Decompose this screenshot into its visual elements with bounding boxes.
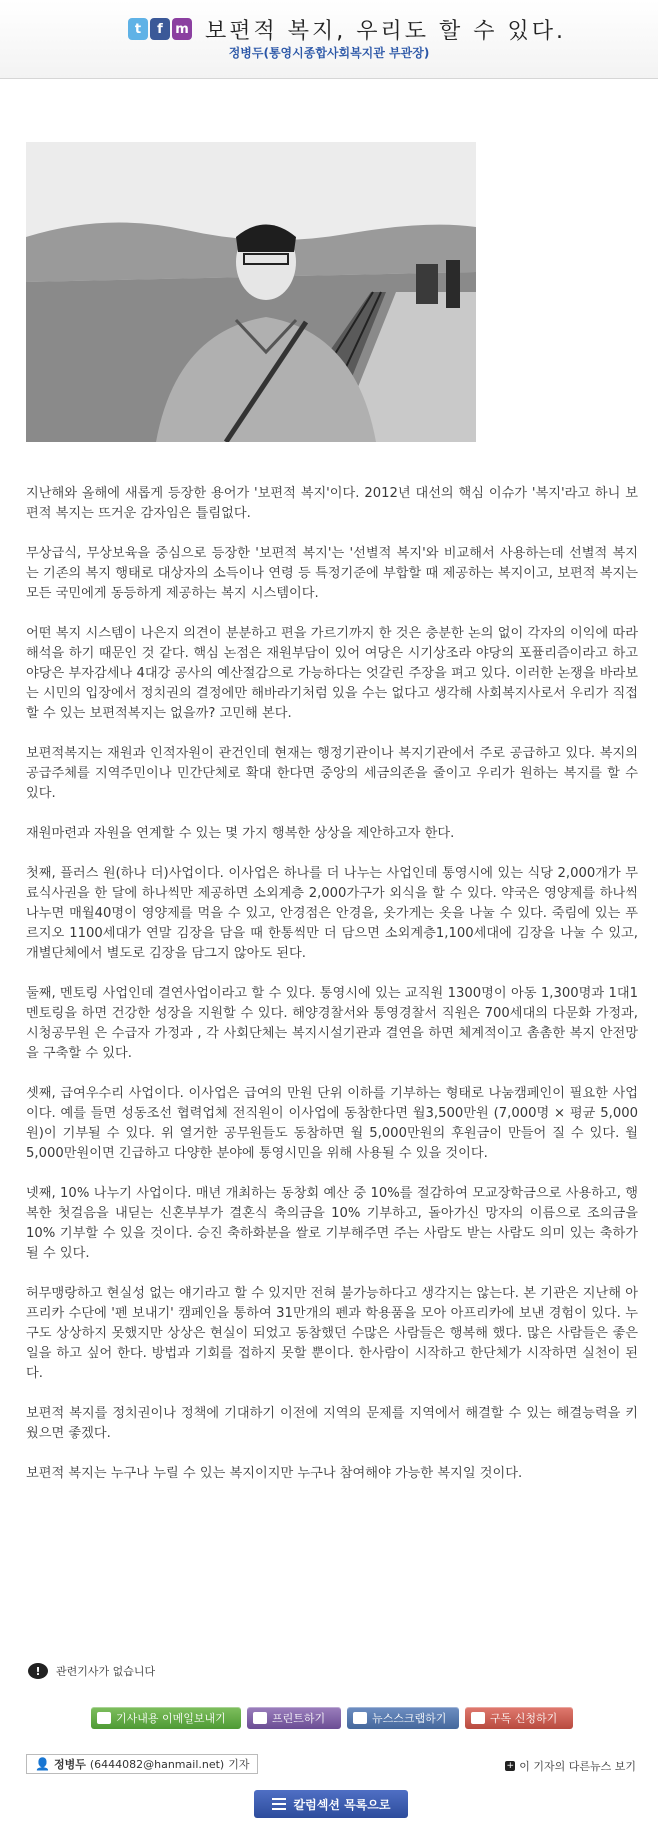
news-scrap-button[interactable]	[347, 1707, 459, 1729]
article-paragraph: 어떤 복지 시스템이 나은지 의견이 분분하고 편을 가르기까지 한 것은 충분한 논의 없이 각자의 이익에 따라 해석을 하기 때문인 것 같다. 핵심 논점은 재원부담이 있어 여당은 시기상조라 야당의 포퓰리즘이라고 하고 야당은 부자감세나 4대강 공사의 예산절감으로 가능하다는 엇갈린 주장을 펴고 있다. 이러한 논쟁을 바라보는 시민의 입장에서 정치권의 결정에만 해바라기처럼 있을 수는 없다고 생각해 사회복지사로서 우리가 직접 할 수 있는 보편적복지는 없을까? 고민해 본다.	[26, 626, 638, 721]
email-article-label: 기사내용 이메일보내기	[116, 1712, 226, 1725]
related-articles-text: 관련기사가 없습니다	[56, 1665, 156, 1678]
reporter-name: 정병두	[53, 1758, 86, 1771]
article-paragraph: 넷째, 10% 나누기 사업이다. 매년 개최하는 동창회 예산 중 10%를 절감하여 모교장학금으로 사용하고, 행복한 첫걸음을 내딛는 신혼부부가 결혼식 축의금을 10% 기부하고, 돌아가신 망자의 이름으로 조의금을 10% 기부할 수 있을 것이다. 승진 축하화분을 쌀로 기부해주면 주는 사람도 받는 사람도 의미 있는 축하가 될 수 있다.	[26, 1186, 638, 1261]
article-header	[0, 0, 658, 79]
subscribe-label: 구독 신청하기	[490, 1712, 558, 1725]
news-scrap-label: 뉴스스크랩하기	[372, 1712, 447, 1725]
twitter-icon[interactable]: t	[128, 18, 148, 40]
reporter-email[interactable]: (6444082@hanmail.net)	[89, 1757, 225, 1771]
article-paragraph: 셋째, 급여우수리 사업이다. 이사업은 급여의 만원 단위 이하를 기부하는 형태로 나눔캠페인이 필요한 사업이다. 예를 들면 성동조선 협력업체 전직원이 이사업에 동참한다면 월3,500만원 (7,000명 × 평균 5,000원)이 기부될 수 있다. 위 열거한 공무원들도 동참하면 월 5,000만원의 후원금이 만들어 질 수 있다. 월 5,000만원이면 긴급하고 다양한 분야에 통영시민을 위해 사용될 수 있을 것이다.	[26, 1086, 638, 1161]
speech-bubble-icon: !	[28, 1663, 48, 1679]
article-paragraph: 재원마련과 자원을 연계할 수 있는 몇 가지 행복한 상상을 제안하고자 한다.	[26, 826, 455, 841]
mail-icon	[97, 1712, 111, 1724]
me2day-icon[interactable]: m	[172, 18, 192, 40]
column-list-button[interactable]	[254, 1790, 408, 1818]
article-title: 보편적 복지, 우리도 할 수 있다.	[205, 19, 566, 44]
article-paragraph: 보편적 복지를 정치권이나 정책에 기대하기 이전에 지역의 문제를 지역에서 해결할 수 있는 해결능력을 키웠으면 좋겠다.	[26, 1406, 638, 1441]
article-paragraph: 허무맹랑하고 현실성 없는 얘기라고 할 수 있지만 전혀 불가능하다고 생각지는 않는다. 본 기관은 지난해 아프리카 수단에 '펜 보내기' 캠페인을 통하여 31만개의 펜과 학용품을 모아 아프리카에 보낸 경험이 있다. 누구도 상상하지 못했지만 상상은 현실이 되었고 동참했던 수많은 사람들은 행복해 했다. 많은 사람들은 좋은 일을 하고 싶어 한다. 방법과 기회를 접하지 못할 뿐이다. 한사람이 시작하고 한단체가 시작하면 실천이 된다.	[26, 1286, 638, 1381]
reporter-suffix: 기자	[228, 1758, 250, 1771]
more-news-label: 이 기자의 다른뉴스 보기	[519, 1760, 636, 1773]
related-articles	[28, 1663, 155, 1679]
print-label: 프린트하기	[272, 1712, 326, 1725]
article-action-buttons	[91, 1707, 573, 1729]
article-paragraph: 둘째, 멘토링 사업인데 결연사업이라고 할 수 있다. 통영시에 있는 교직원 1300명이 아동 1,300명과 1대1 멘토링을 하면 건강한 성장을 지원할 수 있다. 해양경찰서와 통영경찰서 직원은 700세대의 다문화 가정과, 시청공무원 은 수급자 가정과 , 각 사회단체는 복지시설기관과 결연을 하면 체계적이고 촘촘한 복지 안전망을 구축할 수 있다.	[26, 986, 638, 1061]
person-icon: 👤	[35, 1757, 50, 1771]
print-button[interactable]	[247, 1707, 341, 1729]
subscribe-button[interactable]	[465, 1707, 573, 1729]
share-icons	[128, 18, 192, 40]
plus-icon: +	[506, 1761, 515, 1771]
list-icon	[272, 1798, 286, 1810]
article-paragraph: 보편적 복지는 누구나 누릴 수 있는 복지이지만 누구나 참여해야 가능한 복지일 것이다.	[26, 1466, 523, 1481]
reporter-info	[26, 1754, 258, 1774]
email-article-button[interactable]	[91, 1707, 241, 1729]
column-list-label: 칼럼섹션 목록으로	[293, 1797, 391, 1812]
article-paragraph: 보편적복지는 재원과 인적자원이 관건인데 현재는 행정기관이나 복지기관에서 주로 공급하고 있다. 복지의 공급주체를 지역주민이나 민간단체로 확대 한다면 중앙의 세금의존을 줄이고 우리가 원하는 복지를 할 수 있다.	[26, 746, 638, 801]
author-photo	[26, 142, 476, 442]
scrap-icon	[353, 1712, 367, 1724]
subscribe-icon	[471, 1712, 485, 1724]
article-paragraph: 무상급식, 무상보육을 중심으로 등장한 '보편적 복지'는 '선별적 복지'와 비교해서 사용하는데 선별적 복지는 기존의 복지 행태로 대상자의 소득이나 연령 등 특정기준에 부합할 때 제공하는 복지이고, 보편적 복지는 모든 국민에게 동등하게 제공하는 복지 시스템이다.	[26, 546, 638, 601]
facebook-icon[interactable]: f	[150, 18, 170, 40]
printer-icon	[253, 1712, 267, 1724]
more-news-link[interactable]	[505, 1758, 636, 1774]
author-photo-illustration	[26, 142, 476, 442]
article-body	[26, 484, 638, 1504]
article-paragraph: 지난해와 올해에 새롭게 등장한 용어가 '보편적 복지'이다. 2012년 대선의 핵심 이슈가 '복지'라고 하니 보편적 복지는 뜨거운 감자임은 틀림없다.	[26, 486, 638, 521]
article-byline: 정병두(통영시종합사회복지관 부관장)	[228, 46, 430, 60]
article-paragraph: 첫째, 플러스 원(하나 더)사업이다. 이사업은 하나를 더 나누는 사업인데 통영시에 있는 식당 2,000개가 무료식사권을 한 달에 하나씩만 제공하면 소외계층 2,000가구가 외식을 할 수 있다. 약국은 영양제를 하나씩 나누면 매월40명이 영양제를 먹을 수 있고, 안경점은 안경을, 옷가게는 옷을 나눌 수 있다. 죽림에 있는 푸르지오 1100세대가 연말 김장을 담을 때 한통씩만 더 담으면 소외계층1,100세대에 김장을 나눌 수 있고, 개별단체에서 별도로 김장을 담그지 않아도 된다.	[26, 866, 638, 961]
